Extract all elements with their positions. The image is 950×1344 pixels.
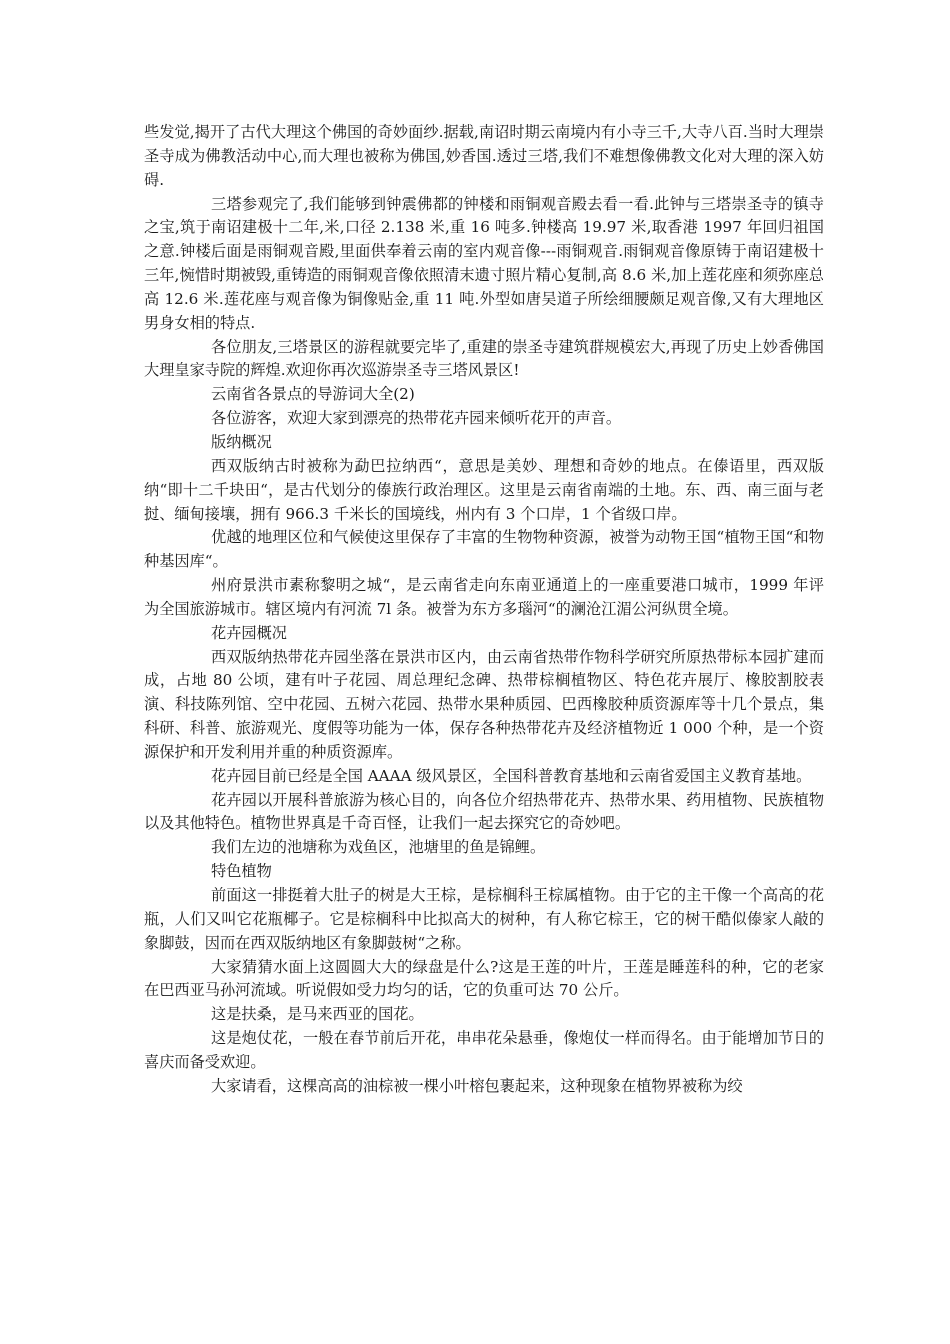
heading-banna-overview: 版纳概况 bbox=[211, 432, 272, 451]
paragraph-farewell: 各位朋友,三塔景区的游程就要完毕了,重建的崇圣寺建筑群规模宏大,再现了历史上妙香佛国大理皇家寺院的辉煌.欢迎你再次巡游崇圣寺三塔风景区! bbox=[144, 337, 824, 380]
paragraph-banna-history: 西双版纳古时被称为勐巴拉纳西“，意思是美妙、理想和奇妙的地点。在傣语里，西双版纳“即十二千块田“，是古代划分的傣族行政治理区。这里是云南省南端的土地。东、西、南三面与老挝、缅甸接壤，拥有 966.3 千米长的国境线，州内有 3 个口岸，1 个省级口岸。 bbox=[144, 456, 824, 523]
heading-special-plants: 特色植物 bbox=[211, 862, 272, 881]
paragraph-biodiversity: 优越的地理区位和气候使这里保存了丰富的生物物种资源，被誉为动物王国“植物王国“和物种基因库“。 bbox=[144, 528, 824, 571]
heading-garden-overview: 花卉园概况 bbox=[211, 623, 287, 642]
paragraph-garden-intro: 西双版纳热带花卉园坐落在景洪市区内，由云南省热带作物科学研究所原热带标本园扩建而成，占地 80 公顷，建有叶子花园、周总理纪念碑、热带棕榈植物区、特色花卉展厅、橡胶割胶表演、科技陈列馆、空中花园、五树六花园、热带水果种质园、巴西橡胶种质资源库等十几个景点，集科研、科普、旅游观光、度假等功能为一体，保存各种热带花卉及经济植物近 1 000 个种，是一个资源保护和开发利用并重的种质资源库。 bbox=[144, 647, 824, 761]
document-body bbox=[144, 121, 824, 1099]
paragraph-fish-pond: 我们左边的池塘称为戏鱼区，池塘里的鱼是锦鲤。 bbox=[211, 838, 546, 857]
paragraph-royal-palm: 前面这一排挺着大肚子的树是大王棕，是棕榈科王棕属植物。由于它的主干像一个高高的花瓶，人们又叫它花瓶椰子。它是棕榈科中比拟高大的树种，有人称它棕王，它的树干酷似傣家人敲的象脚鼓，因而在西双版纳地区有象脚鼓树“之称。 bbox=[144, 886, 824, 952]
paragraph-strangler-fig: 大家请看，这棵高高的油棕被一棵小叶榕包裹起来，这种现象在植物界被称为绞 bbox=[211, 1076, 743, 1095]
paragraph-welcome: 各位游客，欢迎大家到漂亮的热带花卉园来倾听花开的声音。 bbox=[211, 409, 622, 428]
paragraph-garden-rating: 花卉园目前已经是全国 AAAA 级风景区，全国科普教育基地和云南省爱国主义教育基地。 bbox=[211, 766, 812, 785]
paragraph-bell-tower: 三塔参观完了,我们能够到钟震佛都的钟楼和雨铜观音殿去看一看.此钟与三塔崇圣寺的镇寺之宝,筑于南诏建极十二年,米,口径 2.138 米,重 16 吨多.钟楼高 19.97 米,取香港 1997 年回归祖国之意.钟楼后面是雨铜观音殿,里面供奉着云南的室内观音像---雨铜观音.雨铜观音像原铸于南诏建极十三年,惋惜时期被毁,重铸造的雨铜观音像依照清末遗寸照片精心复制,高 8.6 米,加上莲花座和须弥座总高 12.6 米.莲花座与观音像为铜像贴金,重 11 吨.外型如唐吴道子所绘细腰颇足观音像,又有大理地区男身女相的特点. bbox=[144, 194, 824, 332]
paragraph-hibiscus: 这是扶桑，是马来西亚的国花。 bbox=[211, 1005, 424, 1024]
paragraph-flame-vine: 这是炮仗花，一般在春节前后开花，串串花朵悬垂，像炮仗一样而得名。由于能增加节日的喜庆而备受欢迎。 bbox=[144, 1029, 824, 1071]
section-title: 云南省各景点的导游词大全(2) bbox=[211, 385, 415, 404]
paragraph-victoria-lily: 大家猜猜水面上这圆圆大大的绿盘是什么?这是王莲的叶片，王莲是睡莲科的种，它的老家在巴西亚马孙河流域。听说假如受力均匀的话，它的负重可达 70 公斤。 bbox=[144, 957, 824, 1000]
paragraph-jinghong: 州府景洪市素称黎明之城“，是云南省走向东南亚通道上的一座重要港口城市，1999 年评为全国旅游城市。辖区境内有河流 7l 条。被誉为东方多瑙河“的澜沧江湄公河纵贯全境。 bbox=[144, 576, 824, 618]
paragraph-dali-buddhism: 些发觉,揭开了古代大理这个佛国的奇妙面纱.据载,南诏时期云南境内有小寺三千,大寺八百.当时大理崇圣寺成为佛教活动中心,而大理也被称为佛国,妙香国.透过三塔,我们不难想像佛教文化对大理的深入妨碍. bbox=[144, 123, 824, 189]
paragraph-garden-purpose: 花卉园以开展科普旅游为核心目的，向各位介绍热带花卉、热带水果、药用植物、民族植物以及其他特色。植物世界真是千奇百怪，让我们一起去探究它的奇妙吧。 bbox=[144, 790, 824, 833]
